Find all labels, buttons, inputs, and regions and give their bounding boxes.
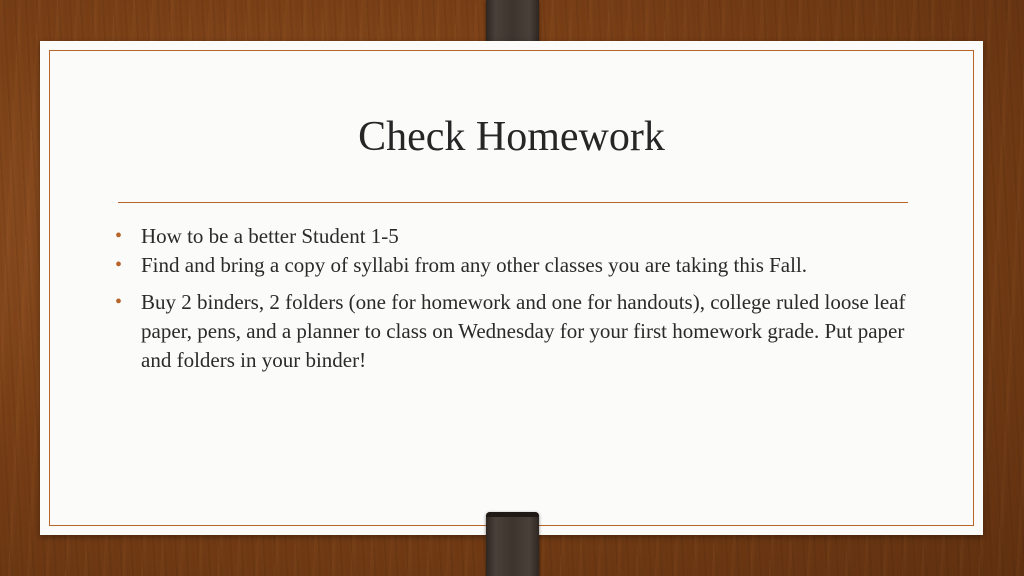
bullet-item: [110, 288, 910, 375]
bullet-list: [110, 222, 910, 375]
bullet-item: [110, 222, 910, 251]
bullet-icon: •: [115, 254, 123, 276]
bottom-binder-clip: [486, 512, 539, 576]
title-divider: [118, 202, 908, 203]
bullet-item: [110, 251, 910, 280]
slide-paper: [40, 41, 983, 535]
bullet-text: Buy 2 binders, 2 folders (one for homework and one for handouts), college ruled loose leaf paper, pens, and a planner to class on Wednesday for your first homework grade. Put paper and folders in your binder!: [141, 290, 906, 372]
bullet-text: How to be a better Student 1-5: [141, 224, 399, 248]
bullet-icon: •: [115, 291, 123, 313]
bullet-text: Find and bring a copy of syllabi from any other classes you are taking this Fall.: [141, 253, 808, 277]
bullet-icon: •: [115, 225, 123, 247]
slide-title: Check Homework: [358, 114, 665, 160]
